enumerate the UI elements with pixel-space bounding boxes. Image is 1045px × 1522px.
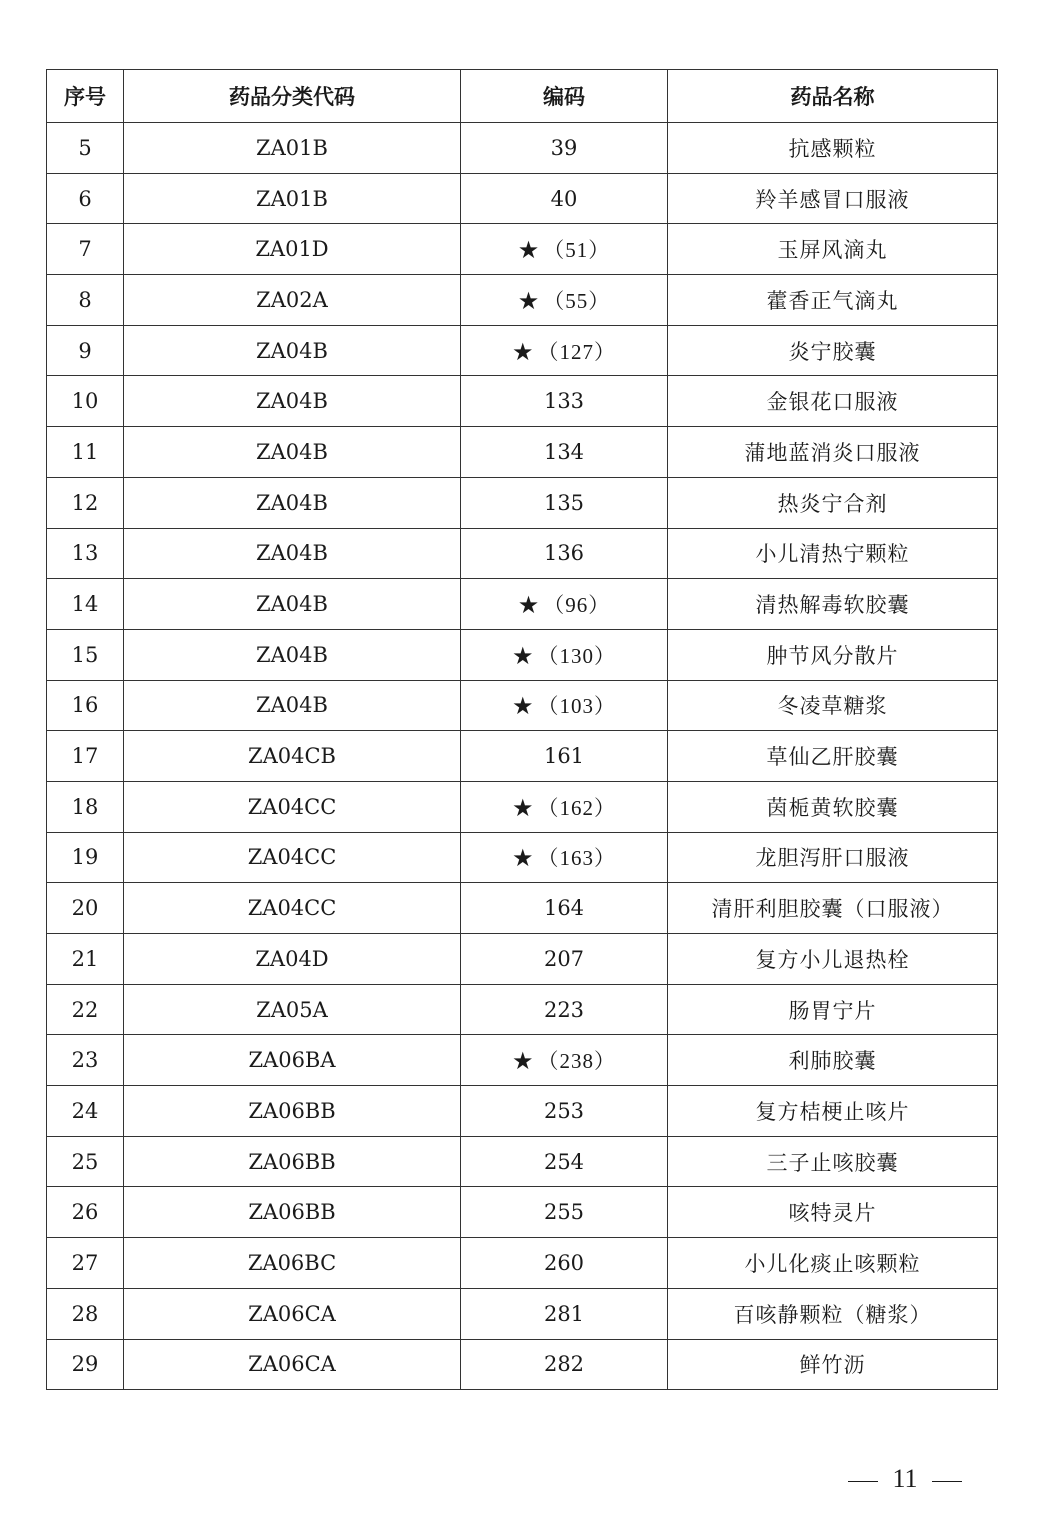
- code-cell: [461, 1288, 668, 1339]
- drug-name-cell: 咳特灵片: [668, 1187, 998, 1238]
- serial-no-cell: 22: [47, 984, 124, 1035]
- code-value: （163）: [537, 846, 616, 871]
- drug-name-cell: 肿节风分散片: [668, 629, 998, 680]
- serial-no-cell: 13: [47, 528, 124, 579]
- serial-no-cell: 6: [47, 173, 124, 224]
- table-row: [47, 579, 998, 630]
- star-icon: ★: [517, 236, 540, 265]
- table-row: [47, 1288, 998, 1339]
- page-footer: [830, 1464, 980, 1498]
- table-header-row: [47, 70, 998, 123]
- code-cell: [461, 224, 668, 275]
- table-row: [47, 427, 998, 478]
- drug-name-cell: 鲜竹沥: [668, 1339, 998, 1390]
- code-cell: [461, 376, 668, 427]
- code-cell: [461, 1238, 668, 1289]
- category-code-cell: ZA04CC: [124, 832, 461, 883]
- drug-name-cell: 小儿清热宁颗粒: [668, 528, 998, 579]
- serial-no-cell: 9: [47, 325, 124, 376]
- code-cell: [461, 1339, 668, 1390]
- category-code-cell: ZA04B: [124, 629, 461, 680]
- category-code-cell: ZA04B: [124, 427, 461, 478]
- code-cell: [461, 1187, 668, 1238]
- serial-no-cell: 24: [47, 1086, 124, 1137]
- code-cell: [461, 1035, 668, 1086]
- category-code-cell: ZA06BB: [124, 1086, 461, 1137]
- code-value: 164: [543, 896, 585, 921]
- serial-no-cell: 16: [47, 680, 124, 731]
- code-value: 161: [543, 744, 585, 769]
- serial-no-cell: 14: [47, 579, 124, 630]
- footer-dash-right: [932, 1481, 962, 1482]
- code-value: 207: [543, 946, 585, 971]
- category-code-cell: ZA04CC: [124, 883, 461, 934]
- serial-no-cell: 23: [47, 1035, 124, 1086]
- category-code-cell: ZA05A: [124, 984, 461, 1035]
- code-value: 133: [543, 389, 585, 414]
- code-value: 282: [543, 1352, 585, 1377]
- code-value: （162）: [537, 795, 616, 820]
- code-value: 281: [543, 1301, 585, 1326]
- table-row: [47, 123, 998, 174]
- code-cell: [461, 123, 668, 174]
- header-drug-name: 药品名称: [668, 70, 998, 123]
- serial-no-cell: 7: [47, 224, 124, 275]
- code-cell: [461, 832, 668, 883]
- serial-no-cell: 18: [47, 781, 124, 832]
- code-value: 253: [543, 1098, 585, 1123]
- footer-dash-left: [848, 1481, 878, 1482]
- category-code-cell: ZA04B: [124, 680, 461, 731]
- drug-name-cell: 茵栀黄软胶囊: [668, 781, 998, 832]
- table-row: [47, 1339, 998, 1390]
- code-value: 40: [550, 186, 578, 211]
- category-code-cell: ZA06BC: [124, 1238, 461, 1289]
- table-row: [47, 1187, 998, 1238]
- drug-name-cell: 利肺胶囊: [668, 1035, 998, 1086]
- header-category-code: 药品分类代码: [124, 70, 461, 123]
- serial-no-cell: 5: [47, 123, 124, 174]
- serial-no-cell: 8: [47, 275, 124, 326]
- code-cell: [461, 731, 668, 782]
- serial-no-cell: 15: [47, 629, 124, 680]
- serial-no-cell: 28: [47, 1288, 124, 1339]
- category-code-cell: ZA04CC: [124, 781, 461, 832]
- drug-name-cell: 草仙乙肝胶囊: [668, 731, 998, 782]
- drug-name-cell: 复方小儿退热栓: [668, 934, 998, 985]
- code-value: （55）: [543, 288, 611, 313]
- star-icon: ★: [517, 591, 540, 620]
- table-row: [47, 325, 998, 376]
- serial-no-cell: 17: [47, 731, 124, 782]
- code-cell: [461, 984, 668, 1035]
- code-value: 135: [543, 490, 585, 515]
- star-icon: ★: [511, 337, 534, 366]
- category-code-cell: ZA04B: [124, 477, 461, 528]
- code-value: （103）: [537, 694, 616, 719]
- drug-name-cell: 蒲地蓝消炎口服液: [668, 427, 998, 478]
- code-cell: [461, 427, 668, 478]
- drug-name-cell: 抗感颗粒: [668, 123, 998, 174]
- star-icon: ★: [517, 286, 540, 315]
- drug-name-cell: 百咳静颗粒（糖浆）: [668, 1288, 998, 1339]
- star-icon: ★: [511, 793, 534, 822]
- page-number: 11: [892, 1464, 918, 1493]
- drug-name-cell: 玉屏风滴丸: [668, 224, 998, 275]
- table-row: [47, 832, 998, 883]
- star-icon: ★: [511, 692, 534, 721]
- code-value: （96）: [543, 593, 611, 618]
- code-value: （238）: [537, 1049, 616, 1074]
- star-icon: ★: [511, 844, 534, 873]
- drug-name-cell: 小儿化痰止咳颗粒: [668, 1238, 998, 1289]
- drug-name-cell: 藿香正气滴丸: [668, 275, 998, 326]
- category-code-cell: ZA04B: [124, 376, 461, 427]
- code-cell: [461, 528, 668, 579]
- serial-no-cell: 27: [47, 1238, 124, 1289]
- star-icon: ★: [511, 1047, 534, 1076]
- table-row: [47, 275, 998, 326]
- drug-table: [46, 69, 998, 1390]
- code-value: 136: [543, 541, 585, 566]
- drug-name-cell: 冬凌草糖浆: [668, 680, 998, 731]
- category-code-cell: ZA06CA: [124, 1288, 461, 1339]
- table-row: [47, 680, 998, 731]
- code-cell: [461, 1136, 668, 1187]
- category-code-cell: ZA04D: [124, 934, 461, 985]
- code-cell: [461, 579, 668, 630]
- serial-no-cell: 12: [47, 477, 124, 528]
- drug-name-cell: 羚羊感冒口服液: [668, 173, 998, 224]
- code-cell: [461, 275, 668, 326]
- code-value: （127）: [537, 339, 616, 364]
- category-code-cell: ZA06CA: [124, 1339, 461, 1390]
- code-cell: [461, 781, 668, 832]
- code-cell: [461, 477, 668, 528]
- category-code-cell: ZA02A: [124, 275, 461, 326]
- table-row: [47, 1238, 998, 1289]
- table-row: [47, 1136, 998, 1187]
- table-row: [47, 984, 998, 1035]
- code-cell: [461, 1086, 668, 1137]
- table-body: [47, 123, 998, 1390]
- code-cell: [461, 883, 668, 934]
- table-row: [47, 477, 998, 528]
- table-row: [47, 883, 998, 934]
- category-code-cell: ZA06BA: [124, 1035, 461, 1086]
- drug-name-cell: 清肝利胆胶囊（口服液）: [668, 883, 998, 934]
- code-cell: [461, 680, 668, 731]
- table-row: [47, 1086, 998, 1137]
- code-value: 260: [543, 1250, 585, 1275]
- category-code-cell: ZA06BB: [124, 1187, 461, 1238]
- drug-name-cell: 肠胃宁片: [668, 984, 998, 1035]
- serial-no-cell: 11: [47, 427, 124, 478]
- drug-name-cell: 热炎宁合剂: [668, 477, 998, 528]
- serial-no-cell: 20: [47, 883, 124, 934]
- serial-no-cell: 10: [47, 376, 124, 427]
- category-code-cell: ZA01B: [124, 123, 461, 174]
- table-row: [47, 731, 998, 782]
- drug-name-cell: 清热解毒软胶囊: [668, 579, 998, 630]
- code-value: 223: [543, 997, 585, 1022]
- drug-list-sheet: [46, 69, 997, 1390]
- drug-name-cell: 金银花口服液: [668, 376, 998, 427]
- drug-name-cell: 三子止咳胶囊: [668, 1136, 998, 1187]
- code-cell: [461, 934, 668, 985]
- code-cell: [461, 629, 668, 680]
- star-icon: ★: [511, 641, 534, 670]
- table-row: [47, 224, 998, 275]
- serial-no-cell: 26: [47, 1187, 124, 1238]
- header-serial-no: 序号: [47, 70, 124, 123]
- code-value: 134: [543, 439, 585, 464]
- table-row: [47, 376, 998, 427]
- serial-no-cell: 19: [47, 832, 124, 883]
- code-cell: [461, 173, 668, 224]
- code-value: （130）: [537, 643, 616, 668]
- code-value: 39: [550, 135, 578, 160]
- category-code-cell: ZA01D: [124, 224, 461, 275]
- serial-no-cell: 29: [47, 1339, 124, 1390]
- header-code: 编码: [461, 70, 668, 123]
- category-code-cell: ZA04B: [124, 325, 461, 376]
- code-cell: [461, 325, 668, 376]
- code-value: 254: [543, 1149, 585, 1174]
- table-row: [47, 629, 998, 680]
- code-value: 255: [543, 1200, 585, 1225]
- drug-name-cell: 炎宁胶囊: [668, 325, 998, 376]
- category-code-cell: ZA01B: [124, 173, 461, 224]
- drug-name-cell: 复方桔梗止咳片: [668, 1086, 998, 1137]
- code-value: （51）: [543, 238, 611, 263]
- category-code-cell: ZA04B: [124, 579, 461, 630]
- serial-no-cell: 21: [47, 934, 124, 985]
- table-row: [47, 528, 998, 579]
- table-row: [47, 173, 998, 224]
- drug-name-cell: 龙胆泻肝口服液: [668, 832, 998, 883]
- serial-no-cell: 25: [47, 1136, 124, 1187]
- category-code-cell: ZA04B: [124, 528, 461, 579]
- category-code-cell: ZA04CB: [124, 731, 461, 782]
- table-row: [47, 781, 998, 832]
- table-row: [47, 934, 998, 985]
- category-code-cell: ZA06BB: [124, 1136, 461, 1187]
- table-row: [47, 1035, 998, 1086]
